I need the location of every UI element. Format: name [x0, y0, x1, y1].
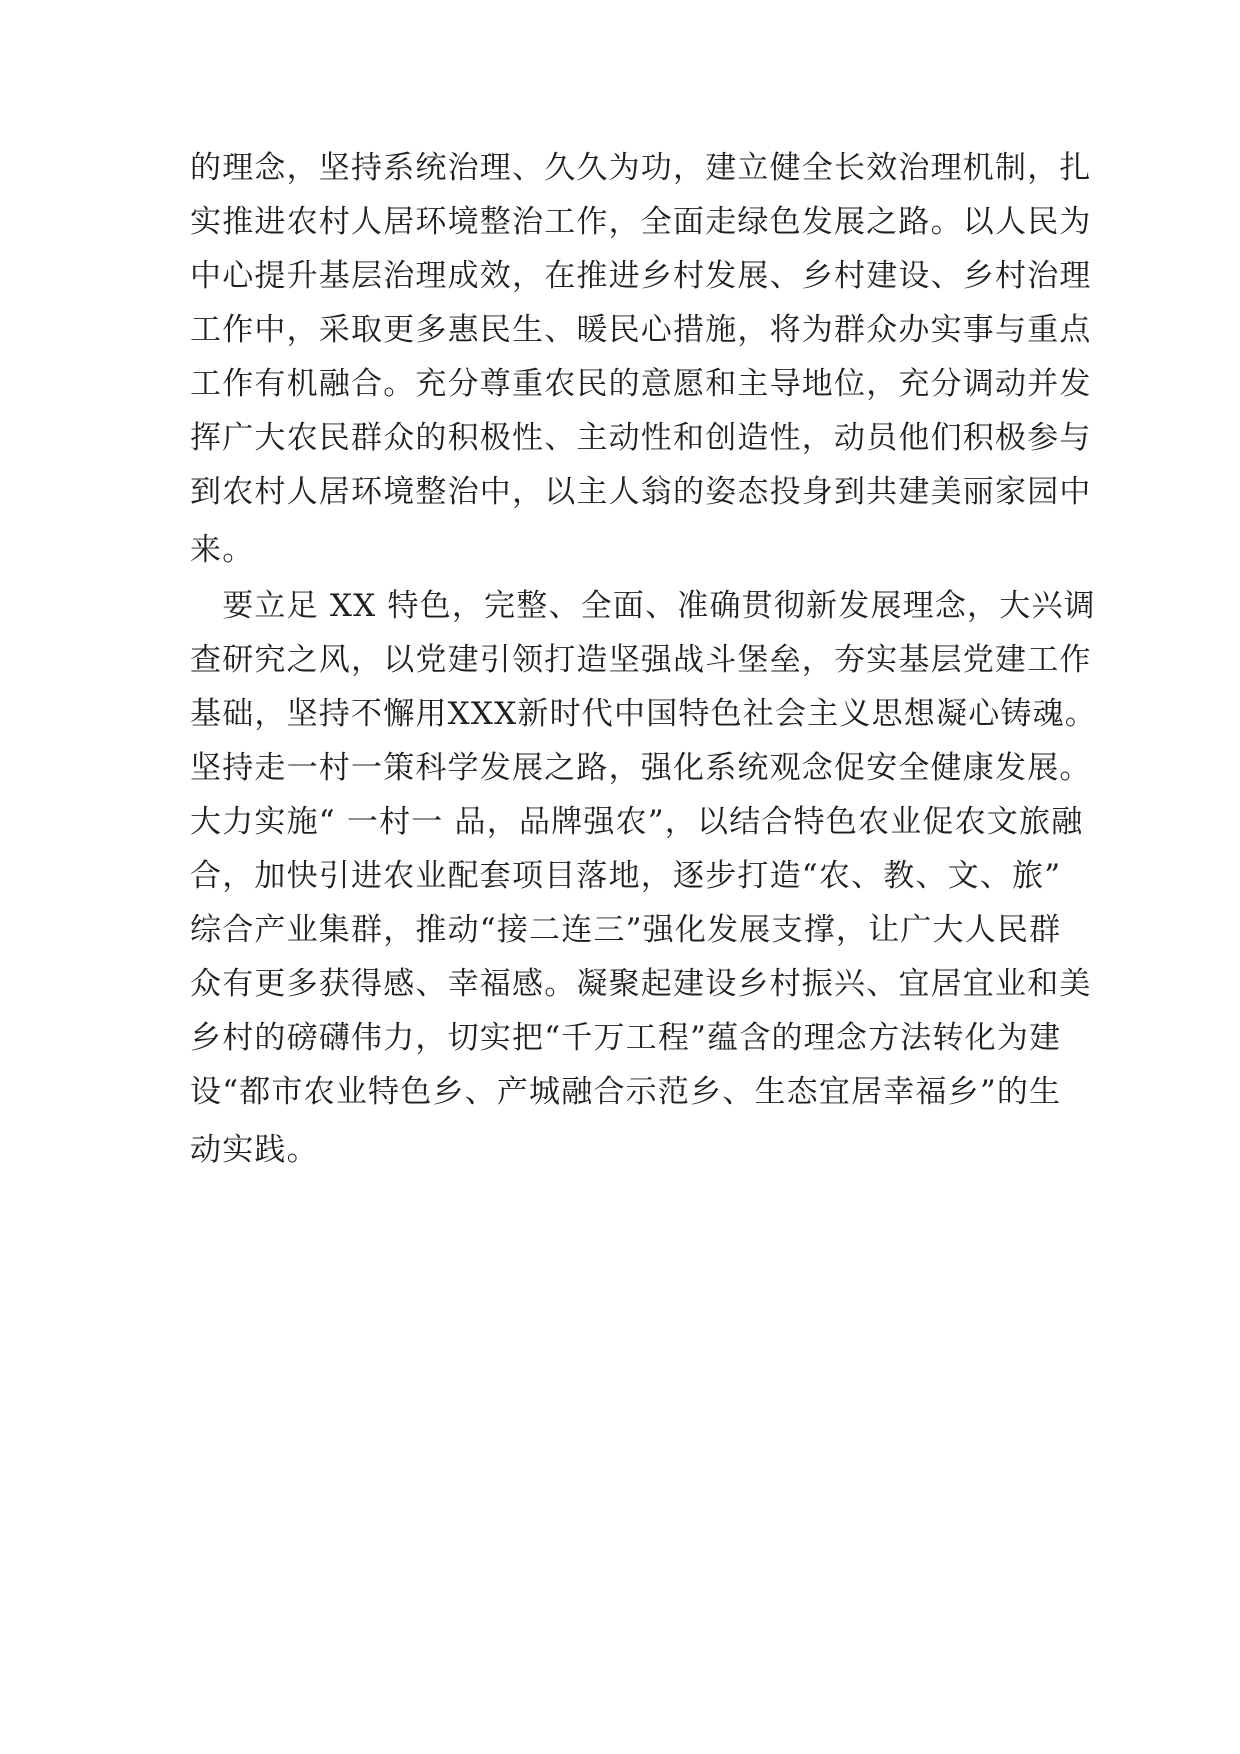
- paragraph-2-line-7: 综合产业集群，推动“接二连三”强化发展支撑，让广大人民群: [190, 912, 1062, 948]
- paragraph-1-line-1: 的理念，坚持系统治理、久久为功，建立健全长效治理机制，扎: [190, 150, 1092, 186]
- paragraph-1-line-5: 工作有机融合。充分尊重农民的意愿和主导地位，充分调动并发: [190, 366, 1092, 402]
- paragraph-1-line-3: 中心提升基层治理成效，在推进乡村发展、乡村建设、乡村治理: [190, 258, 1092, 294]
- paragraph-2-line-6: 合，加快引进农业配套项目落地，逐步打造“农、教、文、旅”: [190, 858, 1062, 894]
- paragraph-1-line-7: 到农村人居环境整治中，以主人翁的姿态投身到共建美丽家园中: [190, 474, 1092, 510]
- paragraph-2-line-8: 众有更多获得感、幸福感。凝聚起建设乡村振兴、宜居宜业和美: [190, 966, 1092, 1002]
- paragraph-2-line-5: 大力实施“ 一村一 品，品牌强农”，以结合特色农业促农文旅融: [190, 804, 1084, 840]
- paragraph-2-line-3: 基础，坚持不懈用XXX新时代中国特色社会主义思想凝心铸魂。: [190, 696, 1098, 732]
- paragraph-2-line-10: 设“都市农业特色乡、产城融合示范乡、生态宜居幸福乡”的生: [190, 1074, 1062, 1110]
- paragraph-1-line-4: 工作中，采取更多惠民生、暖民心措施，将为群众办实事与重点: [190, 312, 1092, 348]
- paragraph-2-line-2: 查研究之风，以党建引领打造坚强战斗堡垒，夯实基层党建工作: [190, 642, 1092, 678]
- paragraph-2-line-11: 动实践。: [190, 1132, 319, 1168]
- paragraph-1-line-8: 来。: [190, 532, 255, 568]
- paragraph-2-line-9: 乡村的磅礴伟力，切实把“千万工程”蕴含的理念方法转化为建: [190, 1020, 1062, 1056]
- paragraph-1-line-6: 挥广大农民群众的积极性、主动性和创造性，动员他们积极参与: [190, 420, 1092, 456]
- paragraph-2-line-1: 要立足 XX 特色，完整、全面、准确贯彻新发展理念，大兴调: [190, 588, 1096, 624]
- paragraph-2-line-4: 坚持走一村一策科学发展之路，强化系统观念促安全健康发展。: [190, 750, 1092, 786]
- paragraph-1-line-2: 实推进农村人居环境整治工作，全面走绿色发展之路。以人民为: [190, 204, 1092, 240]
